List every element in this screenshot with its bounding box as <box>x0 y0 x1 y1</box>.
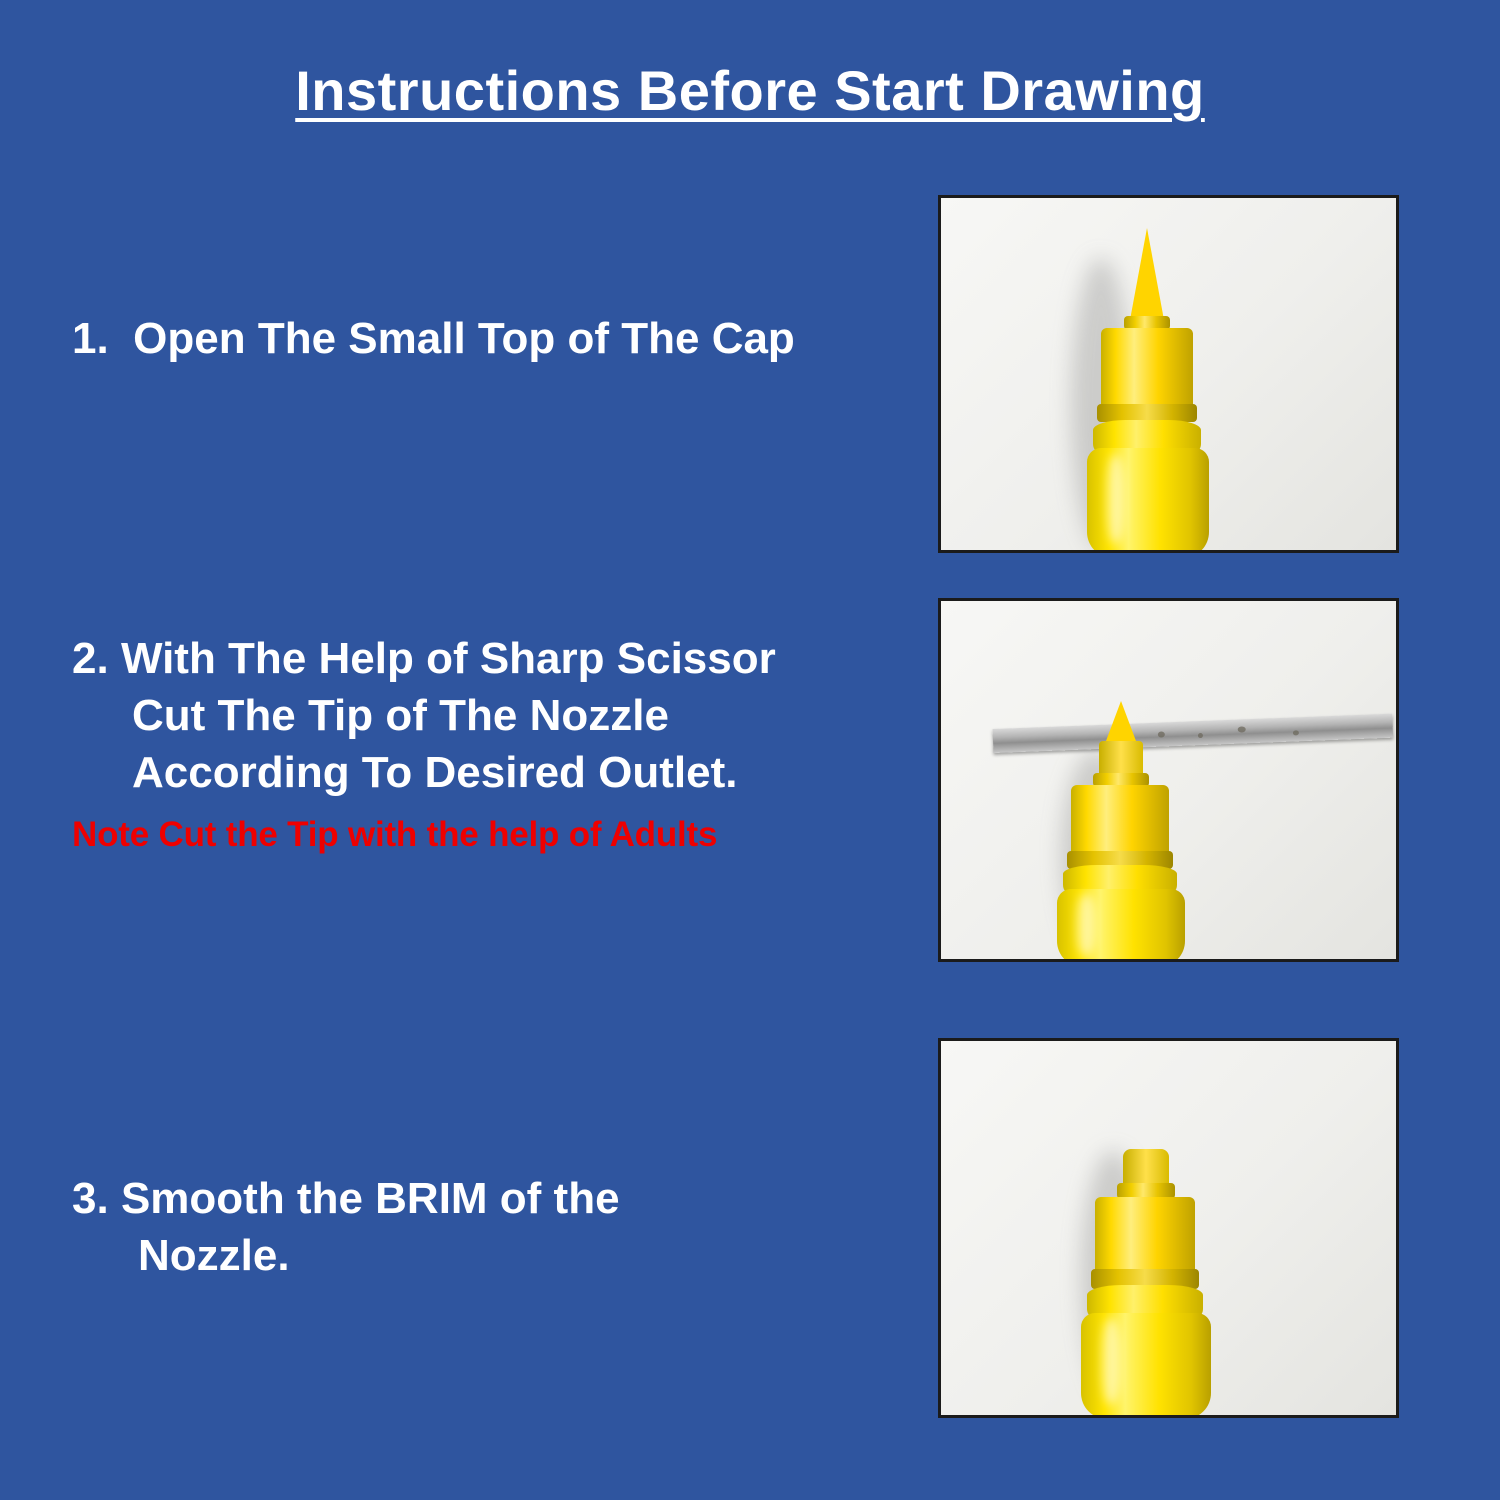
page-title: Instructions Before Start Drawing <box>295 59 1205 122</box>
photo-2-nozzle-tip <box>1106 701 1136 741</box>
step-item-2 <box>72 630 922 857</box>
step-1-line-1 <box>72 310 922 367</box>
photo-3-bottle-body <box>1081 1313 1211 1418</box>
step-3-photo <box>938 1038 1399 1418</box>
step-2-line-1-text: With The Help of Sharp Scissor <box>120 634 776 683</box>
photo-3-scene <box>941 1041 1396 1415</box>
step-2-line-2: Cut The Tip of The Nozzle <box>132 691 669 741</box>
step-item-1 <box>72 310 922 367</box>
photo-1-nozzle-tip <box>1130 228 1164 320</box>
blade-speck <box>1238 726 1246 732</box>
step-item-3 <box>72 1170 922 1284</box>
photo-1-cap <box>1101 328 1193 410</box>
photo-2-cap <box>1071 785 1169 857</box>
photo-2-scissor-blade <box>993 714 1394 753</box>
photo-3-cap <box>1095 1197 1195 1275</box>
step-1-text <box>72 310 922 367</box>
photo-1-bottle-body <box>1087 448 1209 553</box>
step-2-line-3: According To Desired Outlet. <box>132 748 738 798</box>
step-1-number: 1. <box>72 314 109 363</box>
photo-2-nozzle-stub <box>1099 741 1143 777</box>
photo-2-bottle-body <box>1057 889 1185 962</box>
step-3-text <box>72 1170 922 1284</box>
step-3-number: 3. <box>72 1174 109 1223</box>
step-2-note: Note Cut the Tip with the help of Adults <box>72 814 718 854</box>
blade-speck <box>1198 733 1203 738</box>
photo-1-scene <box>941 198 1396 550</box>
step-2-photo <box>938 598 1399 962</box>
blade-speck <box>1158 731 1165 737</box>
step-2-line-1 <box>72 630 922 687</box>
step-1-photo <box>938 195 1399 553</box>
blade-speck <box>1293 730 1299 735</box>
step-2-text <box>72 630 922 802</box>
photo-2-scene <box>941 601 1396 959</box>
step-3-line-1-text: Smooth the BRIM of the <box>120 1174 620 1223</box>
photo-3-nozzle-stub <box>1123 1149 1169 1187</box>
step-3-line-2: Nozzle. <box>138 1231 290 1281</box>
step-3-line-1 <box>72 1170 922 1227</box>
step-2-number: 2. <box>72 634 109 683</box>
step-1-line-1-text: Open The Small Top of The Cap <box>133 314 795 363</box>
